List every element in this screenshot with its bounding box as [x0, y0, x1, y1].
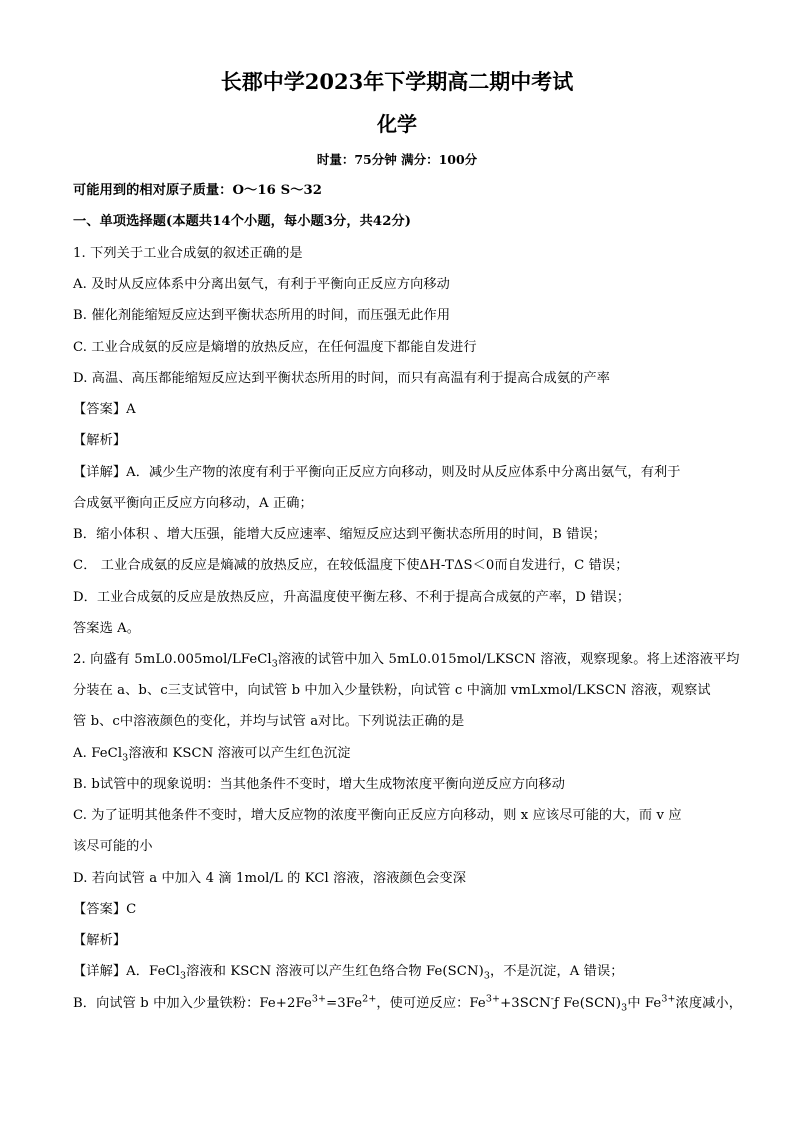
- question-1-option-c: C. 工业合成氨的反应是熵增的放热反应，在任何温度下都能自发进行: [73, 340, 477, 355]
- question-2-analysis-label: 【解析】: [73, 933, 127, 948]
- question-1-option-b: B. 催化剂能缩短反应达到平衡状态所用的时间，而压强无此作用: [73, 308, 451, 323]
- question-2-detail-a: 【详解】A．FeCl$_3$溶液和 KSCN 溶液可以产生红色络合物 $Fe(SCN)_3$，不是沉淀，A 错误；: [73, 964, 624, 982]
- question-1-detail-line: 合成氨平衡向正反应方向移动，A 正确；: [73, 496, 313, 511]
- question-2-option-c-cont: 该尽可能的小: [73, 839, 153, 854]
- question-2-stem-line: 管 b、c中溶液颜色的变化，并均与试管 a对比。下列说法正确的是: [73, 714, 465, 729]
- question-1-answer: 【答案】A: [73, 402, 136, 417]
- exam-title: 长郡中学2023年下学期高二期中考试: [220, 69, 574, 94]
- question-1-analysis-label: 【解析】: [73, 433, 127, 448]
- question-1-detail-line: B．缩小体积 、增大压强，能增大反应速率、缩短反应达到平衡状态所用的时间，B 错误；: [73, 527, 607, 542]
- question-2-option-d: D. 若向试管 a 中加入 4 滴 1mol/L 的 KCl 溶液，溶液颜色会变深: [73, 871, 466, 886]
- question-1-stem: 1. 下列关于工业合成氨的叙述正确的是: [73, 246, 303, 261]
- question-1-option-d: D. 高温、高压都能缩短反应达到平衡状态所用的时间，而只有高温有利于提高合成氨的产率: [73, 371, 610, 386]
- question-2-stem-line: 2. 向盛有 5mL0.005mol/LFeCl$_3$溶液的试管中加入 5mL0.015mol/LKSCN 溶液，观察现象。将上述溶液平均: [73, 652, 740, 670]
- section-heading: 一、单项选择题(本题共14个小题，每小题3分，共42分): [73, 214, 412, 229]
- question-1-detail-line: C． 工业合成氨的反应是熵减的放热反应，在较低温度下使ΔH-TΔS＜0而自发进行，C 错误；: [73, 558, 629, 573]
- atomic-masses: 可能用到的相对原子质量：O～16 S～32: [73, 183, 323, 198]
- question-2-option-c: C. 为了证明其他条件不变时，增大反应物的浓度平衡向正反应方向移动，则 x 应该尽可能的大，而 v 应: [73, 808, 682, 823]
- question-2-detail-b: B．向试管 b 中加入少量铁粉：$Fe+2Fe^{3+}=3Fe^{2+}$，使可逆反应：$Fe^{3+}+3SCN^-ƒ$ $Fe(SCN)_3$中 $Fe^{3+}$浓度减小，: [73, 993, 742, 1014]
- question-1-detail-line: D．工业合成氨的反应是放热反应，升高温度使平衡左移、不利于提高合成氨的产率，D 错误；: [73, 590, 631, 605]
- question-1-option-a: A. 及时从反应体系中分离出氨气，有利于平衡向正反应方向移动: [73, 277, 450, 292]
- question-2-option-a: A. FeCl$_3$溶液和 KSCN 溶液可以产生红色沉淀: [73, 746, 351, 764]
- question-2-stem-line: 分装在 a、b、c三支试管中，向试管 b 中加入少量铁粉，向试管 c 中滴加 vmLxmol/LKSCN 溶液，观察试: [73, 683, 711, 698]
- exam-meta: 时量：75分钟 满分：100分: [316, 152, 478, 167]
- subject-title: 化学: [377, 112, 417, 136]
- question-2-option-b: B. b试管中的现象说明：当其他条件不变时，增大生成物浓度平衡向逆反应方向移动: [73, 777, 565, 792]
- question-1-conclusion: 答案选 A。: [73, 621, 141, 636]
- question-2-answer: 【答案】C: [73, 902, 137, 917]
- question-1-detail-line: 【详解】A．减少生产物的浓度有利于平衡向正反应方向移动，则及时从反应体系中分离出氨气，有利于: [73, 465, 681, 480]
